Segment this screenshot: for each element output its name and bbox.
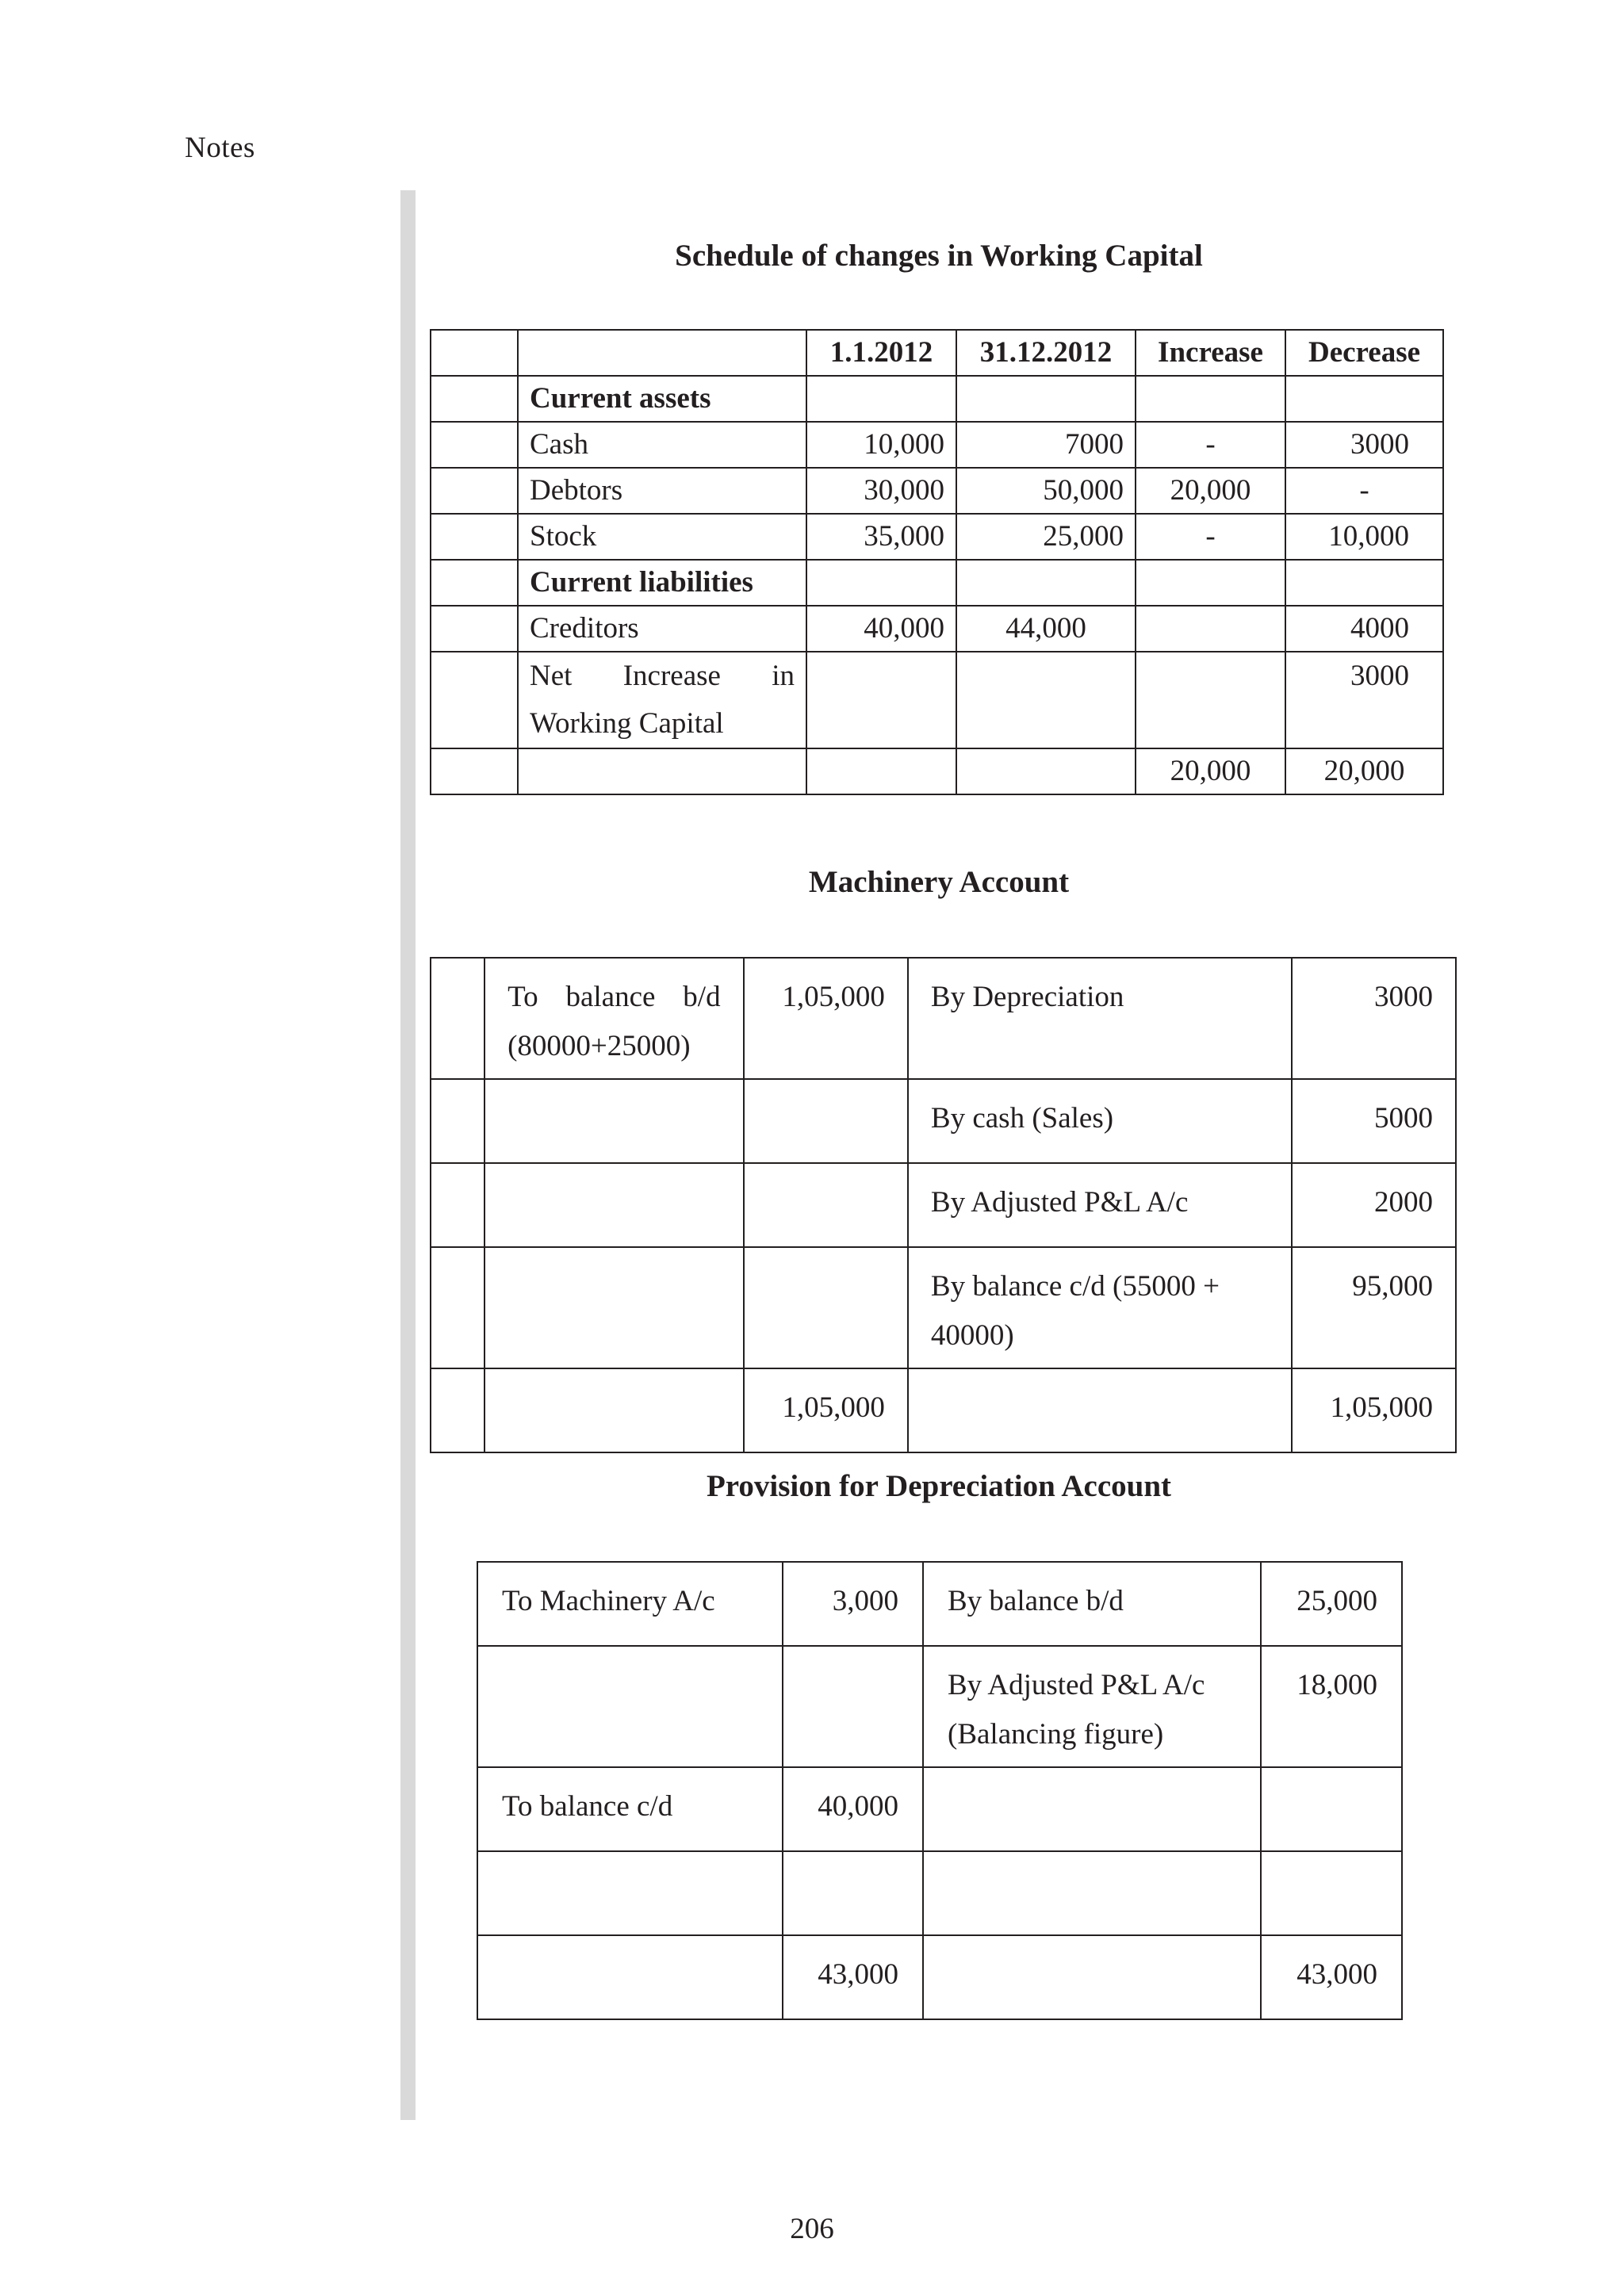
header-cell xyxy=(431,330,518,376)
header-cell xyxy=(518,330,806,376)
value-cell: 20,000 xyxy=(1136,468,1285,514)
credit-item: By Depreciation xyxy=(908,958,1292,1079)
table-row xyxy=(431,560,1443,606)
debit-amount: 3,000 xyxy=(783,1562,923,1646)
total-decrease: 20,000 xyxy=(1285,748,1443,794)
provision-title: Provision for Depreciation Account xyxy=(706,1469,1172,1503)
table-row xyxy=(431,958,1456,1079)
working-capital-title: Schedule of changes in Working Capital xyxy=(675,239,1203,273)
value-cell: 35,000 xyxy=(806,514,956,560)
credit-amount: 3000 xyxy=(1292,958,1456,1079)
item-label: Creditors xyxy=(518,606,806,652)
value-cell: - xyxy=(1136,514,1285,560)
table-row xyxy=(431,606,1443,652)
credit-amount: 18,000 xyxy=(1261,1646,1402,1767)
table-row xyxy=(431,422,1443,468)
item-label: Debtors xyxy=(518,468,806,514)
credit-amount: 95,000 xyxy=(1292,1247,1456,1368)
table-row xyxy=(431,1247,1456,1368)
notes-label: Notes xyxy=(185,132,255,164)
margin-bar xyxy=(400,190,416,2120)
table-row xyxy=(431,652,1443,748)
machinery-title: Machinery Account xyxy=(808,865,1070,899)
value-cell: 3000 xyxy=(1285,422,1443,468)
table-row xyxy=(477,1851,1402,1935)
header-decrease: Decrease xyxy=(1285,330,1443,376)
section-label-current-liabilities: Current liabilities xyxy=(518,560,806,606)
header-date-31-12-2012: 31.12.2012 xyxy=(956,330,1136,376)
credit-item: By cash (Sales) xyxy=(908,1079,1292,1163)
table-total-row xyxy=(477,1935,1402,2019)
table-row xyxy=(431,514,1443,560)
value-cell: 3000 xyxy=(1285,652,1443,748)
debit-amount: 1,05,000 xyxy=(744,958,908,1079)
header-increase: Increase xyxy=(1136,330,1285,376)
credit-amount: 2000 xyxy=(1292,1163,1456,1247)
table-total-row xyxy=(431,1368,1456,1452)
credit-total: 43,000 xyxy=(1261,1935,1402,2019)
table-header-row xyxy=(431,330,1443,376)
credit-amount: 5000 xyxy=(1292,1079,1456,1163)
debit-item: To Machinery A/c xyxy=(477,1562,783,1646)
machinery-table xyxy=(430,957,1457,1453)
value-cell xyxy=(1136,606,1285,652)
credit-item: By balance b/d xyxy=(923,1562,1261,1646)
value-cell: 40,000 xyxy=(806,606,956,652)
total-increase: 20,000 xyxy=(1136,748,1285,794)
item-label: Stock xyxy=(518,514,806,560)
debit-total: 1,05,000 xyxy=(744,1368,908,1452)
table-row xyxy=(431,1163,1456,1247)
value-cell: - xyxy=(1136,422,1285,468)
table-row xyxy=(431,468,1443,514)
value-cell: 30,000 xyxy=(806,468,956,514)
value-cell: 7000 xyxy=(956,422,1136,468)
item-label: Cash xyxy=(518,422,806,468)
debit-item: To balance c/d xyxy=(477,1767,783,1851)
credit-item: By balance c/d (55000 + 40000) xyxy=(908,1247,1292,1368)
table-total-row xyxy=(431,748,1443,794)
provision-table xyxy=(477,1561,1403,2020)
credit-item: By Adjusted P&L A/c xyxy=(908,1163,1292,1247)
credit-amount: 25,000 xyxy=(1261,1562,1402,1646)
working-capital-table xyxy=(430,329,1444,795)
debit-item: To balance b/d (80000+25000) xyxy=(485,958,744,1079)
value-cell: 50,000 xyxy=(956,468,1136,514)
value-cell: 4000 xyxy=(1285,606,1443,652)
credit-item: By Adjusted P&L A/c (Balancing figure) xyxy=(923,1646,1261,1767)
table-row xyxy=(431,1079,1456,1163)
header-date-1-1-2012: 1.1.2012 xyxy=(806,330,956,376)
value-cell: 25,000 xyxy=(956,514,1136,560)
table-row xyxy=(477,1767,1402,1851)
value-cell: 10,000 xyxy=(1285,514,1443,560)
value-cell: 44,000 xyxy=(956,606,1136,652)
table-row xyxy=(477,1562,1402,1646)
page-number: 206 xyxy=(790,2213,834,2245)
section-label-current-assets: Current assets xyxy=(518,376,806,422)
table-row xyxy=(477,1646,1402,1767)
debit-amount: 40,000 xyxy=(783,1767,923,1851)
item-label-net-increase: Net Increase in Working Capital xyxy=(518,652,806,748)
credit-total: 1,05,000 xyxy=(1292,1368,1456,1452)
value-cell: 10,000 xyxy=(806,422,956,468)
debit-total: 43,000 xyxy=(783,1935,923,2019)
value-cell: - xyxy=(1285,468,1443,514)
table-row xyxy=(431,376,1443,422)
